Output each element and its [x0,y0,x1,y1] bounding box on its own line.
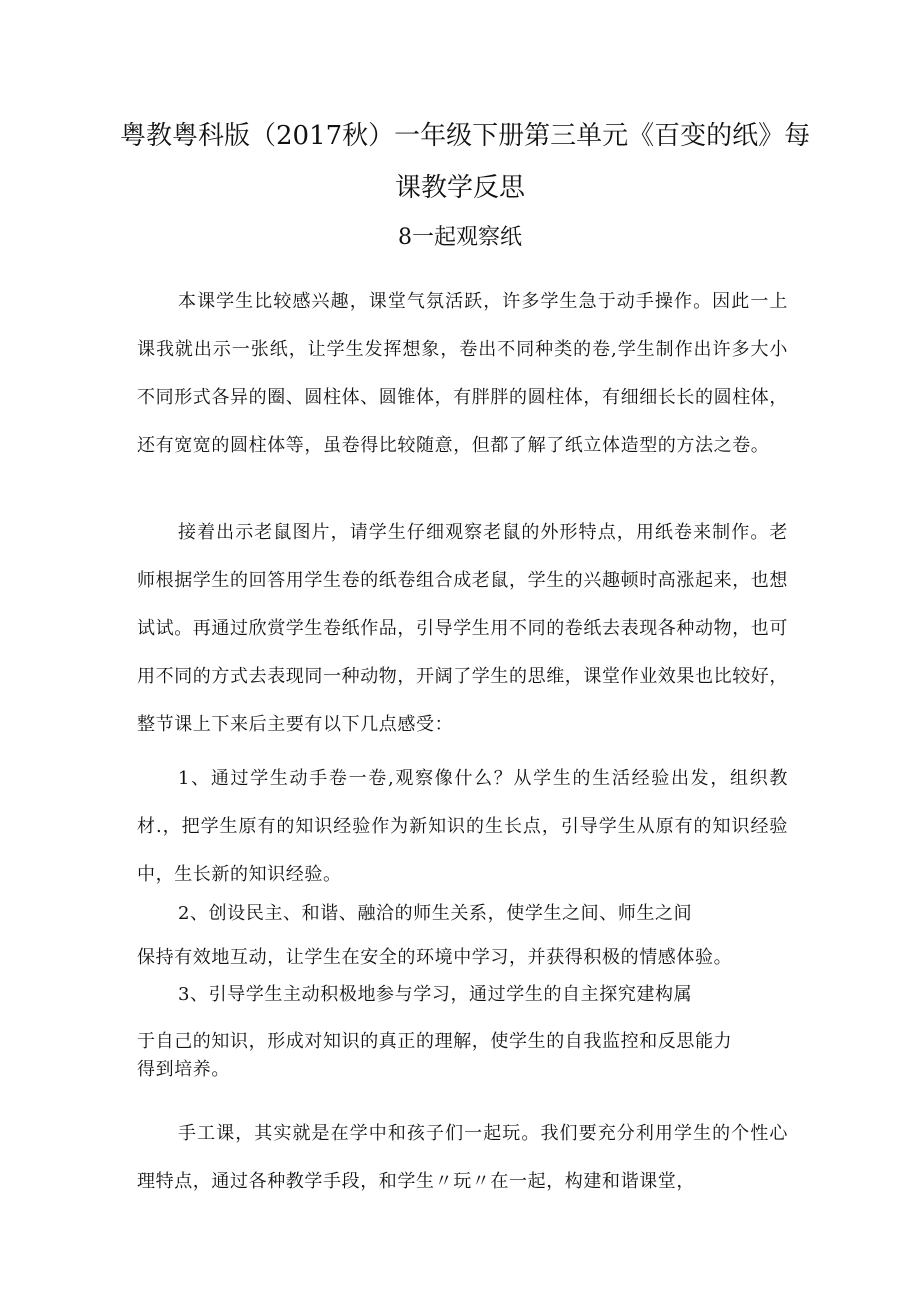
point2-line2: 保持有效地互动，让学生在安全的环境中学习，并获得积极的情感体验。 [137,947,733,968]
document-title-line1: 粤教粤科版（2017秋）一年级下册第三单元《百变的纸》每 [120,121,811,151]
document-title-line2: 课教学反思 [394,173,525,203]
paragraph-activity: 接着出示老鼠图片，请学生仔细观察老鼠的外形特点，用纸卷来制作。老师根据学生的回答用学生卷的纸卷组合成老鼠，学生的兴趣顿时高涨起来，也想试试。再通过欣赏学生卷纸作品，引导学生用不同的卷纸去表现各种动物，也可用不同的方式去表现同一种动物，开阔了学生的思维，课堂作业效果也比较好，整节课上下来后主要有以下几点感受： [137,522,788,735]
point3-line1: 3、引导学生主动积极地参与学习，通过学生的自主探究建构属 [178,984,693,1005]
lesson-subtitle: 8一起观察纸 [398,225,522,250]
point3-line2: 于自己的知识，形成对知识的真正的理解，使学生的自我监控和反思能力 [137,1031,733,1052]
paragraph-intro: 本课学生比较感兴趣，课堂气氛活跃，许多学生急于动手操作。因此一上课我就出示一张纸，让学生发挥想象，卷出不同种类的卷,学生制作出许多大小不同形式各异的圈、圆柱体、圆锥体，有胖胖的圆柱体，有细细长长的圆柱体，还有宽宽的圆柱体等，虽卷得比较随意，但都了解了纸立体造型的方法之卷。 [137,291,788,456]
paragraph-handcraft: 手工课，其实就是在学中和孩子们一起玩。我们要充分利用学生的个性心理特点，通过各种教学手段，和学生〃玩〃在一起，构建和谐课堂， [137,1123,788,1192]
paragraph-point1: 1、通过学生动手卷一卷,观察像什么？从学生的生活经验出发，组织教材.，把学生原有的知识经验作为新知识的生长点，引导学生从原有的知识经验中，生长新的知识经验。 [137,768,788,885]
point2-line1: 2、创设民主、和谐、融洽的师生关系，使学生之间、师生之间 [178,903,693,924]
point3-line3: 得到培养。 [137,1059,230,1080]
